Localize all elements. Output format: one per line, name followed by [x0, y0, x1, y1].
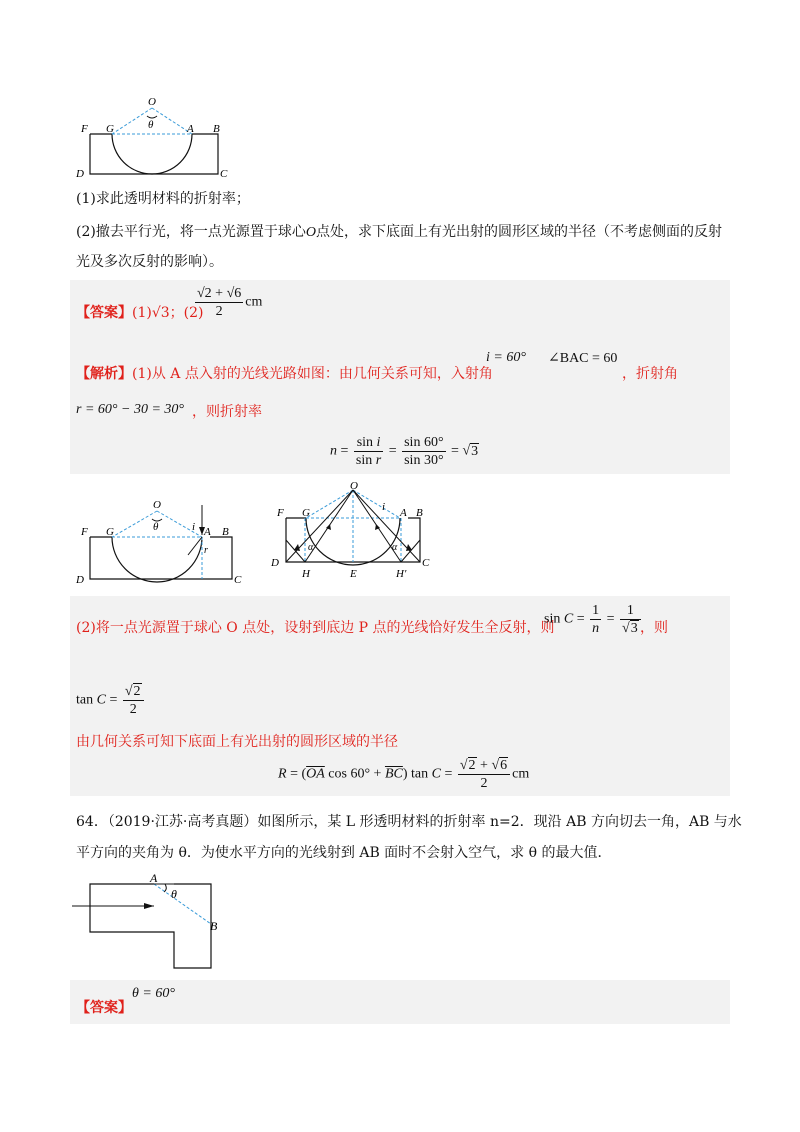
label-theta-L: θ: [171, 887, 177, 901]
eq-incidence-angle: i = 60°: [486, 350, 526, 365]
label-A-2: A: [204, 526, 211, 538]
label-theta-2: θ: [153, 521, 159, 533]
eq-radius: $R = (\overline{OA}$ $\cos 60^\circ + \overline{BC}$) tan C = $\frac{√2 + √6}{2}$ cm: [278, 758, 530, 791]
eq-sinC: sin C = $\frac{1}{n}$ = $\frac{1}{√3}$: [544, 602, 643, 637]
q63-then-index: ，则折射率: [192, 404, 262, 420]
q63-answer-frac: $\frac{√2 + √6}{2}$ cm: [197, 286, 263, 319]
eq-angle-bac: ∠BAC = 60: [548, 351, 618, 366]
label-D-2: D: [76, 574, 84, 586]
label-A-3: A: [400, 507, 407, 519]
label-O: O: [148, 96, 156, 108]
label-O-2: O: [153, 499, 161, 511]
label-B-2: B: [222, 526, 229, 538]
figure-hemisphere-2: [70, 497, 250, 592]
label-B-3: B: [416, 507, 423, 519]
label-C-3: C: [422, 557, 430, 569]
q64-line1: 64．（2019·江苏·高考真题）如图所示，某 L 形透明材料的折射率 n=2．现沿 AB 方向切去一角，AB 与水: [76, 814, 742, 830]
q63-analysis-line1: 【解析】(1)从 A 点入射的光线光路如图：由几何关系可知，入射角: [76, 366, 493, 382]
eq-refraction-angle: r = 60° − 30 = 30°: [76, 402, 184, 417]
label-G-3: G: [302, 507, 310, 519]
label-B-L: B: [210, 919, 218, 933]
q63-part2-analysis: (2)将一点光源置于球心 O 点处，设射到底边 P 点的光线恰好发生全反射，则: [76, 620, 555, 636]
label-D-3: D: [271, 557, 279, 569]
q63-geo-line: 由几何关系可知下底面上有光出射的圆形区域的半径: [76, 734, 398, 750]
label-r: r: [204, 545, 208, 556]
label-E: E: [350, 568, 357, 580]
label-alpha-2: α: [392, 542, 398, 553]
label-theta: θ: [148, 119, 154, 131]
figure-L-shape: [70, 870, 240, 975]
label-F-3: F: [277, 507, 284, 519]
q63-part1: (1)求此透明材料的折射率；: [76, 191, 250, 207]
label-H: H: [302, 568, 310, 580]
eq-tanC: tan C = $\frac{√2}{2}$: [76, 683, 146, 718]
q63-part2-line1: (2)撤去平行光，将一点光源置于球心O点处，求下底面上有光出射的圆形区域的半径（不考虑侧面的反射: [76, 224, 722, 240]
q63-refraction-label: ，折射角: [622, 366, 678, 382]
label-A: A: [187, 123, 194, 135]
eq-refractive-index: n = $\frac{\text{sin i}}{\text{sin r}}$ = $\frac{\sin 60^\circ}{\sin 30^\circ}$ = √3: [330, 435, 479, 468]
q63-then: ，则: [640, 620, 668, 636]
label-H-prime: H′: [396, 568, 407, 580]
label-G-2: G: [106, 526, 114, 538]
q63-part2-line2: 光及多次反射的影响）。: [76, 254, 223, 270]
label-i-3: i: [382, 501, 386, 513]
label-F-2: F: [81, 526, 88, 538]
figure-point-source: [268, 480, 438, 580]
label-C: C: [220, 168, 228, 180]
label-alpha-1: α: [308, 542, 314, 553]
label-A-L: A: [150, 871, 158, 885]
label-O-3: O: [350, 480, 358, 492]
q64-answer-eq: θ = 60°: [132, 986, 175, 1001]
label-G: G: [106, 123, 114, 135]
label-D: D: [76, 168, 84, 180]
label-B: B: [213, 123, 220, 135]
label-i: i: [192, 521, 196, 533]
label-F: F: [81, 123, 88, 135]
label-C-2: C: [234, 574, 242, 586]
q63-answer: 【答案】(1)√3；(2): [76, 305, 204, 321]
q64-answer-tag: 【答案】: [76, 1000, 132, 1016]
q64-line2: 平方向的夹角为 θ．为使水平方向的光线射到 AB 面时不会射入空气，求 θ 的最大值．: [76, 845, 612, 861]
figure-hemisphere-1: [70, 95, 240, 185]
